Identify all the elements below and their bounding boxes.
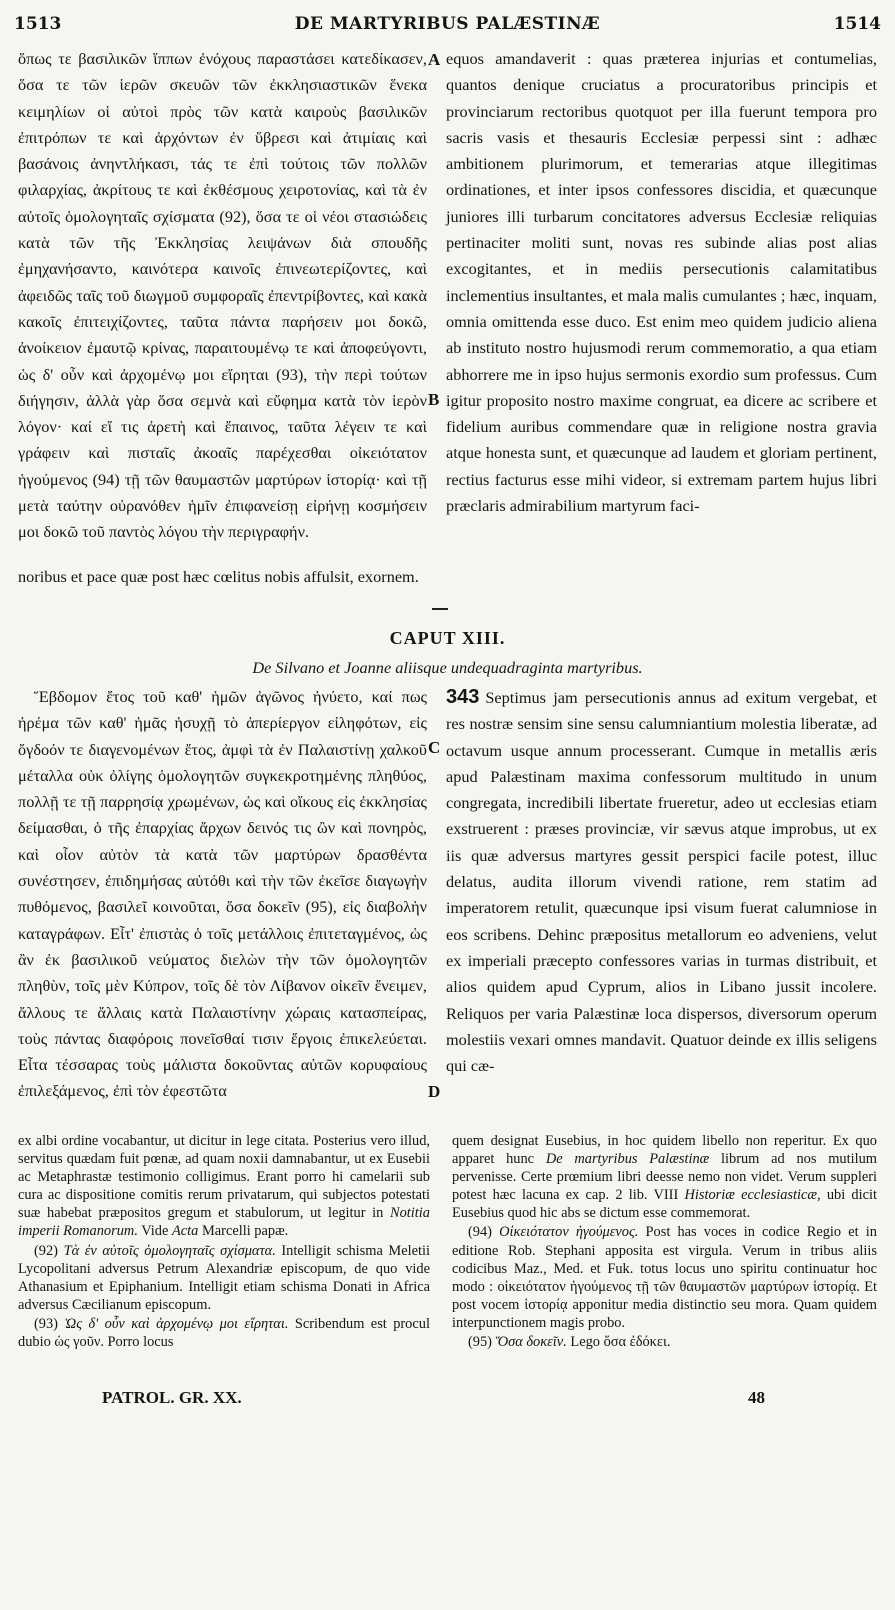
section-divider (432, 608, 448, 610)
page-number-right: 1514 (833, 14, 881, 34)
margin-marker-b: B (428, 390, 440, 409)
note-94: (94) Οἰκειότατον ἡγούμενος. Post has voces in codice Regio et in editione Rob. Stephani apposita est virgula. Verum in tribus aliis codicibus Maz., Med. et Fuk. totus locus uno spiritu continuatur hoc modo : οἰκειότατον ἡγούμενος τῇ τῶν θαυμαστῶν μαρτύρων ἱστορίᾳ. Et post vocem ἱστορίᾳ apponitur media distinctio seu mora. Quam quidem interpunctionem magis probo. (452, 1224, 877, 1331)
greek-column-top (18, 46, 427, 546)
latin-text-chapter: Septimus jam persecutionis annus ad exitum vergebat, et res nostræ sensim sine sensu calumniantium molestia liberatæ, ad octavum usque annum processerant. Cumque in metallis æris apud Palæstinam maxima confessorum multitudo in unum congregata, incredibili libertate frueretur, adeo ut ecclesias etiam exstruerent : præses provinciæ, vir sævus atque improbus, ut ex iis quæ adversus martyres gessit perspici facile potest, illuc delatus, audita illorum vivendi ratione, rem statim ad imperatorem retulit, quæcunque ipsi visum fuerat calumniose in eos scribens. Dehinc præpositus metallorum eo adveniens, velut ex imperiali præcepto confessores varias in turmas distribuit, et alios quidem apud Cyprum, alios in Libano jussit incolere. Reliquos per varia Palæstinæ loca dispersos, diversorum operum molestiis vexari omnes mandavit. Quatuor deinde ex illis seligens qui cæ- (446, 688, 877, 1076)
note-continuation-right: quem designat Eusebius, in hoc quidem libello non reperitur. Ex quo apparet hunc De martyribus Palæstinæ librum ad nos mutilum pervenisse. Certe prœmium libri deesse nemo non videt. Verum suppleri potest hæc lacuna ex cap. 2 lib. VIII Historiæ ecclesiasticæ, ubi dicit Eusebius quod hic abs se dictum esse commemorat. (452, 1133, 877, 1222)
column-number: 343 (446, 686, 480, 708)
spanning-latin-line: noribus et pace quæ post hæc cœlitus nobis affulsit, exornem. (18, 567, 419, 586)
greek-column-chapter (18, 684, 427, 1105)
footer-series: PATROL. GR. XX. (102, 1388, 242, 1407)
notes-right (452, 1132, 877, 1352)
note-92: (92) Τὰ ἐν αὐτοῖς ὁμολογηταῖς σχίσματα. Intelligit schisma Meletii Lycopolitani adversus Petrum Alexandriæ episcopum, de quo vide Athanasium et Epiphanium. Intelligit etiam schisma Donati in Africa adversus Cæcilianum episcopum. (18, 1242, 430, 1313)
note-93: (93) Ὡς δ' οὖν καὶ ἀρχομένῳ μοι εἴρηται. Scribendum est procul dubio ὡς γοῦν. Porro locus (18, 1315, 430, 1351)
running-title: DE MARTYRIBUS PALÆSTINÆ (294, 14, 601, 34)
running-header (14, 14, 881, 38)
note-continuation: ex albi ordine vocabantur, ut dicitur in lege citata. Posterius vero illud, servitus quædam fuit pœnæ, ad quam noxii damnabantur, ut ex Eusebii ac Metaphrastæ testimonio colligimus. Erant porro hi camelarii sub cura ac dispositione comitis rerum privatarum, qui subjectos potestati suæ habebat præpositos gregum et stabulorum, ut legitur in Notitia imperii Romanorum. Vide Acta Marcelli papæ. (18, 1133, 430, 1240)
latin-text-top: equos amandaverit : quas præterea injurias et contumelias, quantos denique cruciatus a procuratoribus principis et provinciarum rectoribus quotquot per illa fuerunt tempora pro sacris vasis et thesauris Ecclesiæ perpessi sint : adhæc ambitionem plurimorum, et temerarias atque illegitimas ordinationes, et inter ipsos confessores discidia, et quæcunque juniores illi turbarum concitatores adversus Ecclesiæ reliquias pertinaciter moliti sunt, novas res subinde alias post alias excogitantes, et in mediis persecutionis calamitatibus inclementius insultantes, et mala malis cumulantes ; hæc, inquam, omnia omittenda esse duco. Est enim meo quidem judicio aliena ab instituto nostro hujusmodi rerum commemoratio, a qua etiam abhorrere me in ipso hujus sermonis exordio sum professus. Cum igitur proposito nostro maxime congruat, ea dicere ac scribere et fidelium auribus commendare quæ in religione nostra gravia atque honesta sunt, et quæcunque ad laudem et gloriam pertinent, rectius facturus esse mihi videor, si extremam partem hujus libri præclaris admirabilium martyrum faci- (446, 49, 877, 516)
chapter-subtitle: De Silvano et Joanne aliisque undequadraginta martyribus. (252, 658, 643, 677)
notes-left (18, 1132, 430, 1352)
chapter-heading: CAPUT XIII. (389, 628, 506, 648)
margin-marker-d: D (428, 1082, 441, 1101)
page-number-left: 1513 (14, 14, 62, 34)
margin-marker-a: A (428, 50, 441, 69)
greek-text-top: ὅπως τε βασιλικῶν ἵππων ἐνόχους παραστάσει κατεδίκασεν, ὅσα τε τῶν ἱερῶν σκευῶν τῶν ἐκκλησιαστικῶν ἕνεκα κειμηλίων οἱ αὐτοὶ πρὸς τῶν κατὰ καιροὺς βασιλικῶν ἐπιτρόπων τε καὶ ἀρχόντων ἐν ὕβρεσι καὶ ἀτιμίαις καὶ βασάνοις ἀνηντλήκασι, τάς τε ἐπὶ τούτοις τῶν πολλῶν φιλαρχίας, ἀκρίτους τε καὶ ἐκθέσμους χειροτονίας, καὶ τὰ ἐν αὐτοῖς ὁμολογηταῖς σχίσματα (92), ὅσα τε οἱ νέοι στασιώδεις κατὰ τῶν τῆς Ἐκκλησίας λειψάνων διὰ σπουδῆς ἐμηχανήσαντο, καινότερα καινοῖς ἐπινεωτερίζοντες, καὶ ἀφειδῶς ταῖς τοῦ διωγμοῦ συμφοραῖς ἐπεντρίβοντες, καὶ κακὰ κακοῖς ἐπιτειχίζοντες, ταῦτα πάντα παρήσειν μοι δοκῶ, ἀνοίκειον ἐμαυτῷ κρίνας, παραιτουμένῳ τε καὶ ἀποφεύγοντι, ὡς δ' οὖν καὶ ἀρχομένῳ μοι εἴρηται (93), τὴν περὶ τούτων διήγησιν, ἀλλὰ γὰρ ὅσα σεμνὰ καὶ εὔφημα κατὰ τὸν ἱερὸν λόγον· καί εἴ τις ἀρετὴ καὶ ἔπαινος, ταῦτα λέγειν τε καὶ γράφειν καὶ πισταῖς ἀκοαῖς παρέχεσθαι οἰκειότατον ἡγούμενος (94) τῇ τῶν θαυμαστῶν μαρτύρων ἱστορίᾳ· καὶ τῇ μετὰ ταύτην οὐρανόθεν ἡμῖν ἐπιφανείσῃ εἰρήνῃ κοσμήσειν μοι δοκῶ τοῦ παντὸς λόγου τὴν περιγραφήν. (18, 49, 427, 542)
note-95: (95) Ὅσα δοκεῖν. Lego ὅσα ἐδόκει. (468, 1334, 671, 1351)
latin-column-top (446, 46, 877, 519)
footer-signature: 48 (748, 1388, 765, 1407)
margin-marker-c: C (428, 738, 441, 757)
latin-column-chapter (446, 684, 877, 1079)
greek-text-chapter: Ἕβδομον ἔτος τοῦ καθ' ἡμῶν ἀγῶνος ἠνύετο, καί πως ἠρέμα τῶν καθ' ἡμᾶς ἡσυχῇ τὸ ἀπερίεργον εἰληφότων, εἰς ὄγδοόν τε διαγενομένων ἔτος, ἀμφὶ τὰ ἐν Παλαιστίνῃ χαλκοῦ μέταλλα οὐκ ὀλίγης ὁμολογητῶν συγκεκροτημένης πληθύος, πολλῇ τε τῇ παρρησίᾳ χρωμένων, ὡς καὶ οἴκους εἰς ἐκκλησίας δείμασθαι, ὁ τῆς ἐπαρχίας ἄρχων δεινός τις ὢν καὶ πονηρὸς, καὶ οἷον αὐτὸν τὰ κατὰ τῶν μαρτύρων δρασθέντα συνέστησεν, ἐπιδημήσας αὐτόθι καὶ τὴν τῶν ἐκεῖσε διαγωγὴν πυθόμενος, βασιλεῖ κοινοῦται, ὅσα δοκεῖν (95), εἰς διαβολὴν καταγράφων. Εἶτ' ἐπιστὰς ὁ τοῖς μετάλλοις ἐπιτεταγμένος, ὡς ἂν ἐκ βασιλικοῦ νεύματος διελὼν τὴν τῶν ὁμολογητῶν πληθὺν, τοῖς μὲν Κύπρον, τοῖς δὲ τὸν Λίβανον οἰκεῖν ἔνειμεν, ἄλλους τε ἄλλαις κατὰ Παλαιστίνην χώραις κατασπείρας, τοὺς πάντας διαφόροις πονεῖσθαί τισιν ἔργοις ἐπικελεύεται. Εἶτα τέσσαρας τοὺς μάλιστα δοκοῦντας αὐτῶν κορυφαίους ἐπιλεξάμενος, ἐπὶ τὸν ἐφεστῶτα (18, 687, 427, 1101)
